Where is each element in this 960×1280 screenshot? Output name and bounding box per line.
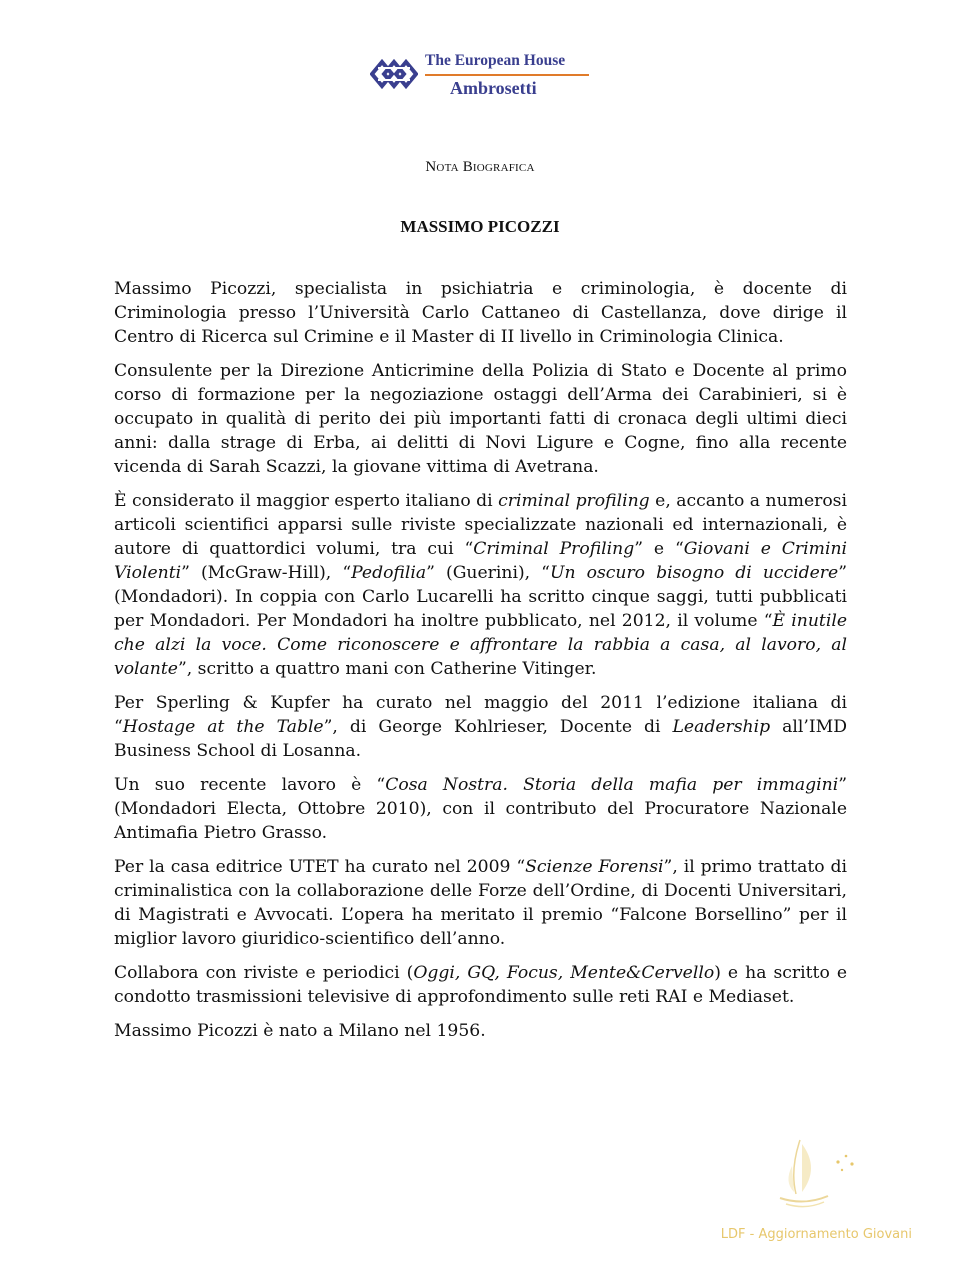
biography-body [114, 277, 847, 1053]
paragraph-2: Consulente per la Direzione Anticrimine della Polizia di Stato e Docente al primo corso di formazione per la negoziazione ostaggi dell’Arma dei Carabinieri, si è occupato in qualità di perito dei più importanti fatti di cronaca degli ultimi dieci anni: dalla strage di Erba, ai delitti di Novi Ligure e Cogne, fino alla recente vicenda di Sarah Scazzi, la giovane vittima di Avetrana. [114, 361, 847, 477]
document-label: Nota Biografica [425, 159, 535, 175]
ambrosetti-logo [370, 50, 600, 102]
sailboat-icon [772, 1132, 872, 1217]
watermark-text: LDF - Aggiornamento Giovani [720, 1227, 912, 1242]
paragraph-3: È considerato il maggior esperto italiano di criminal profiling e, accanto a numerosi articoli scientifici apparsi sulle riviste specializzate nazionali ed internazionali, è autore di quattordici volumi, tra cui “Criminal Profiling” e “Giovani e Crimini Violenti” (McGraw-Hill), “Pedofilia” (Guerini), “Un oscuro bisogno di uccidere” (Mondadori). In coppia con Carlo Lucarelli ha scritto cinque saggi, tutti pubblicati per Mondadori. Per Mondadori ha inoltre pubblicato, nel 2012, il volume “È inutile che alzi la voce. Come riconoscere e affrontare la rabbia a casa, al lavoro, al volante”, scritto a quattro mani con Catherine Vitinger. [114, 491, 848, 679]
logo-line-1: The European House [425, 52, 566, 69]
paragraph-8: Massimo Picozzi è nato a Milano nel 1956. [114, 1021, 486, 1041]
paragraph-7: Collabora con riviste e periodici (Oggi, GQ, Focus, Mente&Cervello) e ha scritto e condotto trasmissioni televisive di approfondimento sulle reti RAI e Mediaset. [114, 963, 847, 1007]
logo-line-2: Ambrosetti [450, 78, 537, 98]
paragraph-5: Un suo recente lavoro è “Cosa Nostra. Storia della mafia per immagini” (Mondadori Electa, Ottobre 2010), con il contributo del Procuratore Nazionale Antimafia Pietro Grasso. [114, 775, 847, 843]
paragraph-1: Massimo Picozzi, specialista in psichiatria e criminologia, è docente di Criminologia presso l’Università Carlo Cattaneo di Castellanza, dove dirige il Centro di Ricerca sul Crimine e il Master di II livello in Criminologia Clinica. [114, 279, 847, 347]
ambrosetti-logo-icon [370, 54, 418, 94]
person-name: MASSIMO PICOZZI [400, 217, 560, 236]
watermark [712, 1132, 912, 1242]
logo-rule [425, 74, 589, 76]
paragraph-6: Per la casa editrice UTET ha curato nel 2009 “Scienze Forensi”, il primo trattato di criminalistica con la collaborazione delle Forze dell’Ordine, di Docenti Universitari, di Magistrati e Avvocati. L’opera ha meritato il premio “Falcone Borsellino” per il miglior lavoro giuridico-scientifico dell’anno. [114, 857, 847, 949]
paragraph-4: Per Sperling & Kupfer ha curato nel maggio del 2011 l’edizione italiana di “Hostage at the Table”, di George Kohlrieser, Docente di Leadership all’IMD Business School di Losanna. [114, 693, 847, 761]
